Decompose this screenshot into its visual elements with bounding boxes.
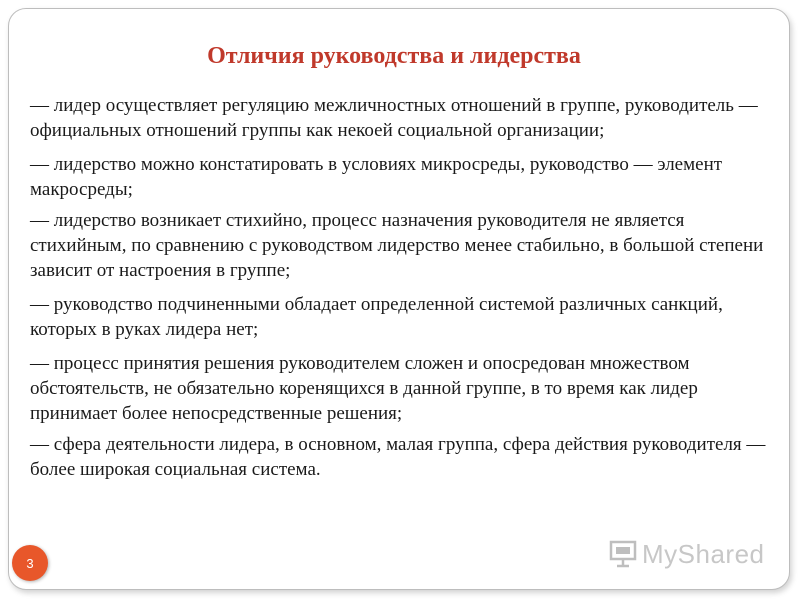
presentation-board-icon xyxy=(608,539,638,569)
watermark xyxy=(608,534,765,574)
paragraph-6: — сфера деятельности лидера, в основном, малая группа, сфера действия руководителя — более широкая социальная система. xyxy=(30,434,766,480)
slide-body xyxy=(30,93,770,491)
slide-title: Отличия руководства и лидерства xyxy=(207,43,581,69)
paragraph-5: — процесс принятия решения руководителем сложен и опосредован множеством обстоятельств, не обязательно коренящихся в данной группе, в то время как лидер принимает более непосредственные решения; xyxy=(30,353,698,424)
paragraph-1: — лидер осуществляет регуляцию межличностных отношений в группе, руководитель — официальных отношений группы как некоей социальной организации; xyxy=(30,95,758,141)
paragraph-3: — лидерство возникает стихийно, процесс назначения руководителя не является стихийным, по сравнению с руководством лидерство менее стабильно, в большой степени зависит от настроения в группе; xyxy=(30,210,764,281)
slide-frame xyxy=(8,8,790,590)
paragraph-4: — руководство подчиненными обладает определенной системой различных санкций, которых в руках лидера нет; xyxy=(30,294,723,340)
watermark-text: MyShared xyxy=(642,538,765,569)
paragraph-2: — лидерство можно констатировать в условиях микросреды, руководство — элемент макросреды; xyxy=(30,154,723,200)
page-number-badge: 3 xyxy=(12,545,48,581)
